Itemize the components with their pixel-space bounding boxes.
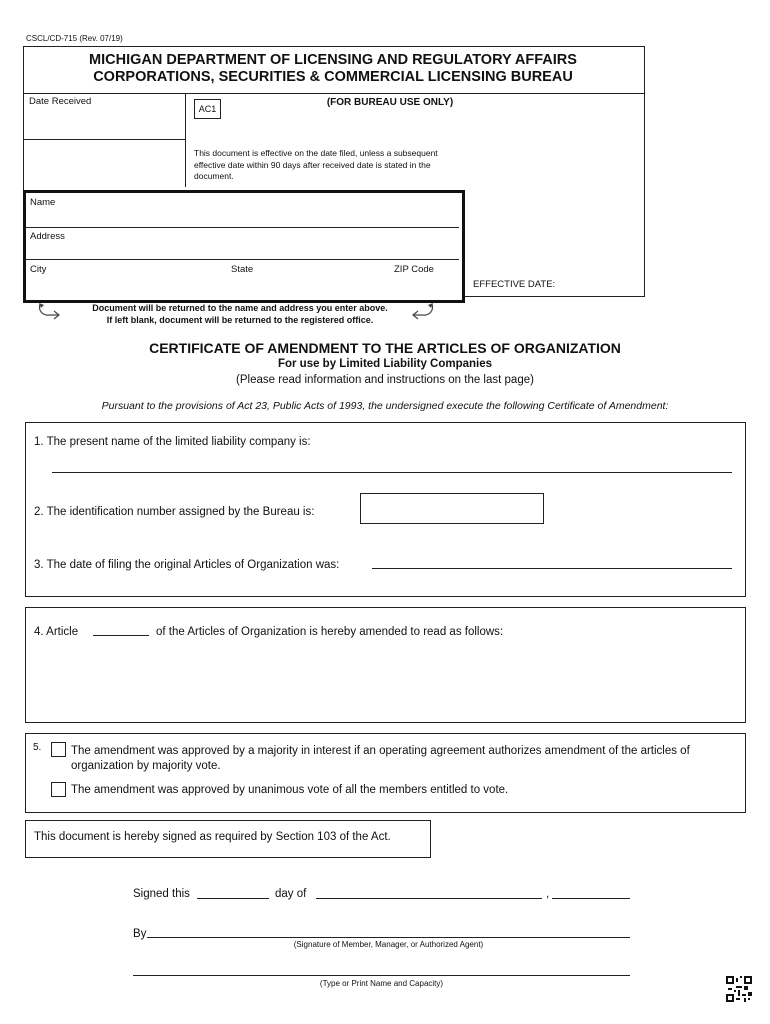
amendment-text-area[interactable] <box>34 646 734 716</box>
qr-code-icon <box>726 976 752 1002</box>
pursuant-statement: Pursuant to the provisions of Act 23, Public Acts of 1993, the undersigned execute the following Certificate of Amendment: <box>101 400 669 412</box>
filing-date-line[interactable] <box>372 568 732 569</box>
blank-cell <box>23 139 186 187</box>
signature-line[interactable] <box>147 937 630 938</box>
state-label: State <box>231 264 254 275</box>
printed-name-caption: (Type or Print Name and Capacity) <box>319 979 444 988</box>
signed-this-label: Signed this <box>133 888 190 900</box>
divider <box>26 227 459 228</box>
zip-field[interactable] <box>394 277 454 291</box>
comma: , <box>546 888 550 900</box>
article-number-line[interactable] <box>93 635 149 636</box>
signed-year-line[interactable] <box>552 898 630 899</box>
name-label: Name <box>30 197 56 208</box>
item-4-suffix: of the Articles of Organization is hereby amended to read as follows: <box>156 626 504 638</box>
unanimous-vote-label: The amendment was approved by unanimous vote of all the members entitled to vote. <box>71 784 509 796</box>
ac1-box: AC1 <box>194 99 221 119</box>
agency-line-2: CORPORATIONS, SECURITIES & COMMERCIAL LICENSING BUREAU <box>93 69 573 85</box>
printed-name-line[interactable] <box>133 975 630 976</box>
address-label: Address <box>30 231 65 242</box>
agency-title <box>23 52 643 86</box>
majority-vote-checkbox[interactable] <box>51 742 66 757</box>
item-1-label: 1. The present name of the limited liability company is: <box>34 436 311 448</box>
item-2-label: 2. The identification number assigned by the Bureau is: <box>34 506 315 518</box>
date-received-label: Date Received <box>29 96 92 107</box>
form-code: CSCL/CD-715 (Rev. 07/19) <box>26 34 123 43</box>
divider <box>26 259 459 260</box>
signature-caption: (Signature of Member, Manager, or Authorized Agent) <box>293 940 484 949</box>
signing-statement: This document is hereby signed as required by Section 103 of the Act. <box>34 831 391 843</box>
signed-month-line[interactable] <box>316 898 542 899</box>
return-note <box>60 302 420 326</box>
signed-day-line[interactable] <box>197 898 269 899</box>
agency-line-1: MICHIGAN DEPARTMENT OF LICENSING AND REGULATORY AFFAIRS <box>89 52 577 68</box>
day-of-label: day of <box>275 888 307 900</box>
item-5-number: 5. <box>33 742 42 753</box>
certificate-subtitle: For use by Limited Liability Companies <box>277 358 493 370</box>
return-arrow-right-icon <box>408 300 436 320</box>
item-3-label: 3. The date of filing the original Articles of Organization was: <box>34 559 340 571</box>
zip-label: ZIP Code <box>394 264 434 275</box>
bureau-use-label: (FOR BUREAU USE ONLY) <box>326 97 454 108</box>
majority-vote-label: The amendment was approved by a majority in interest if an operating agreement authorizes amendment of the articles of organization by majority vote. <box>71 745 690 772</box>
instructions-note: (Please read information and instructions on the last page) <box>236 374 534 386</box>
effective-note: This document is effective on the date filed, unless a subsequent effective date within 90 days after received date is stated in the document. <box>194 148 438 181</box>
return-note-line-1: Document will be returned to the name and address you enter above. <box>92 303 388 313</box>
by-label: By <box>133 928 147 940</box>
state-field[interactable] <box>231 277 381 291</box>
certificate-title: CERTIFICATE OF AMENDMENT TO THE ARTICLES OF ORGANIZATION <box>149 340 621 356</box>
effective-date-label: EFFECTIVE DATE: <box>473 279 556 290</box>
name-field[interactable] <box>30 210 450 224</box>
company-name-line[interactable] <box>52 472 732 473</box>
city-label: City <box>30 264 47 275</box>
return-note-line-2: If left blank, document will be returned to the registered office. <box>106 315 374 325</box>
address-field[interactable] <box>30 244 450 258</box>
identification-number-box[interactable] <box>360 493 544 524</box>
item-4-prefix: 4. Article <box>34 626 79 638</box>
unanimous-vote-checkbox[interactable] <box>51 782 66 797</box>
city-field[interactable] <box>30 277 220 291</box>
